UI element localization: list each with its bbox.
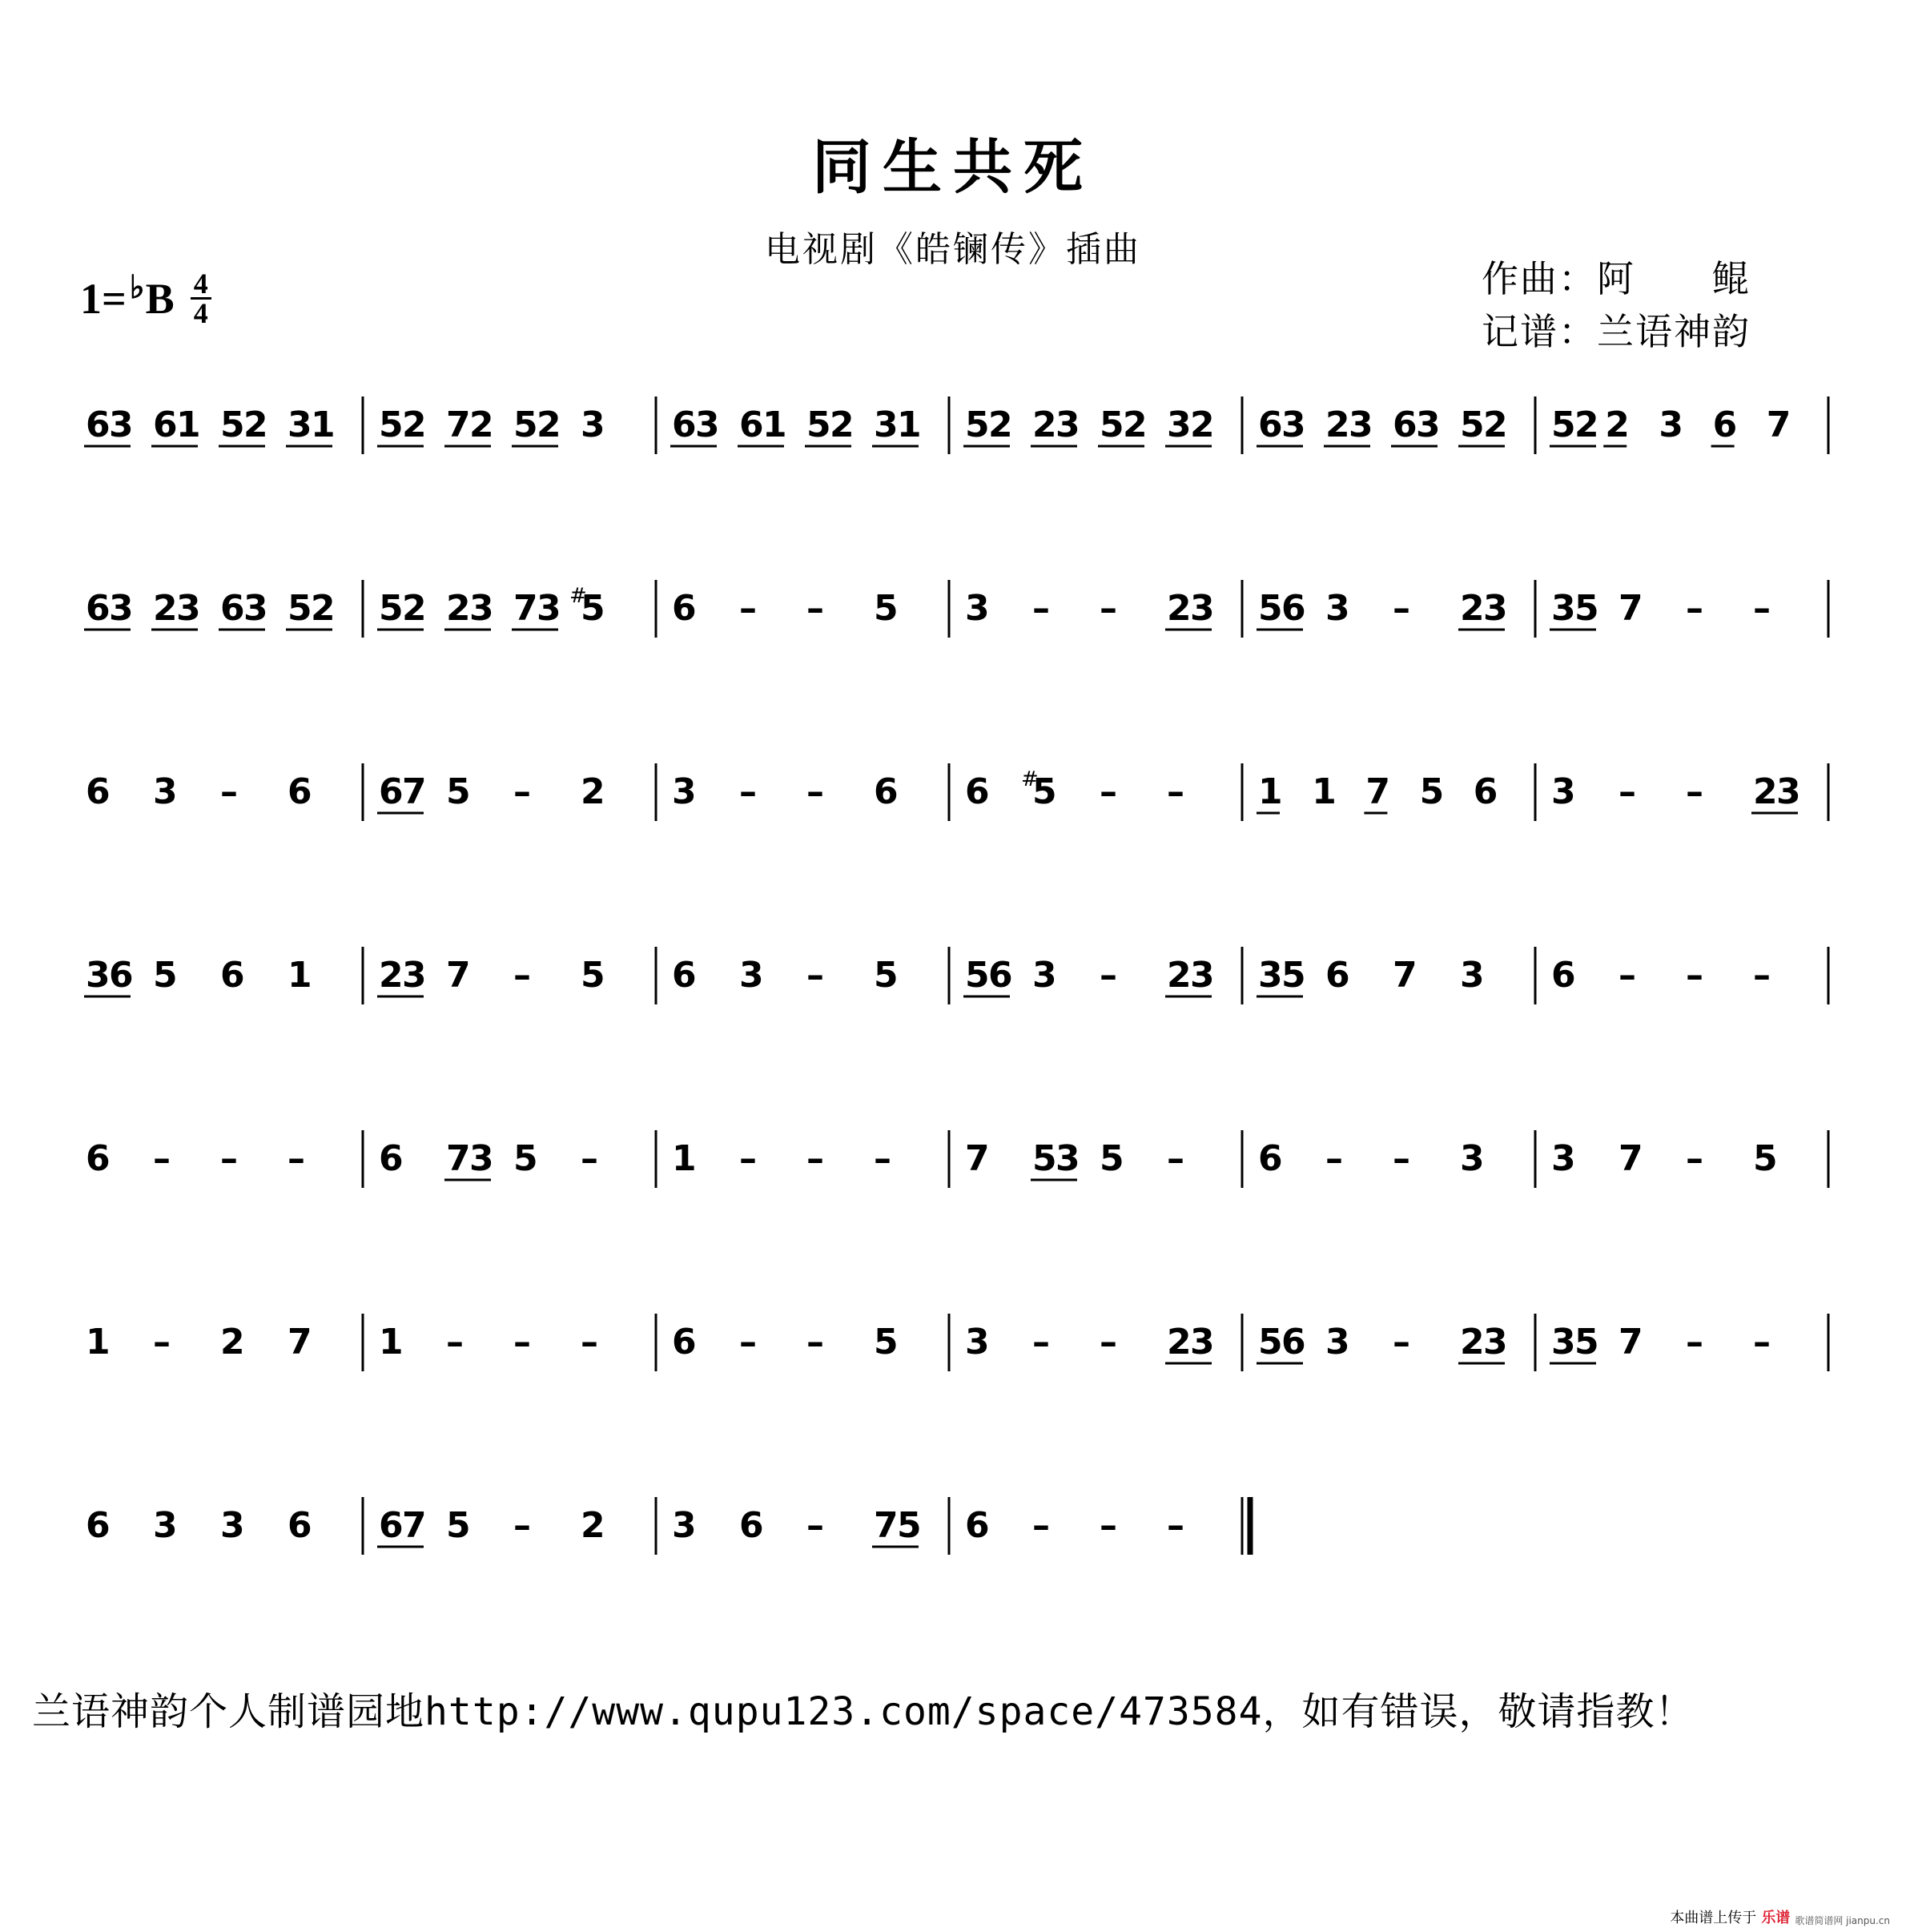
note-digit: 2 — [1167, 588, 1192, 629]
note-digit: 2 — [402, 405, 427, 445]
note-digit: 3 — [672, 771, 697, 812]
rest-dash: – — [1753, 955, 1771, 996]
rest-dash: – — [739, 1138, 757, 1179]
note-digit: 2 — [1123, 405, 1148, 445]
rest-dash: – — [1167, 1505, 1184, 1546]
site-badge[interactable] — [1670, 1906, 1890, 1927]
note-digit: 2 — [220, 1322, 245, 1362]
rest-dash: – — [739, 588, 757, 629]
note-digit: 7 — [1365, 771, 1391, 812]
rest-dash: – — [1753, 1322, 1771, 1362]
meter-top: 4 — [193, 268, 208, 300]
note-digit: 3 — [1056, 1138, 1080, 1179]
note-digit: 5 — [806, 405, 831, 445]
note-digit: 3 — [965, 588, 990, 629]
note-digit: 3 — [1551, 1322, 1576, 1362]
note-digit: 3 — [469, 1138, 494, 1179]
note-digit: 3 — [1776, 771, 1801, 812]
rest-dash: – — [806, 771, 824, 812]
note-digit: 3 — [1659, 405, 1684, 445]
note-digit: 5 — [874, 955, 899, 996]
note-digit: 3 — [874, 405, 899, 445]
note-digit: 2 — [1460, 1322, 1485, 1362]
rest-dash: – — [513, 1505, 531, 1546]
meter-bottom: 4 — [193, 297, 208, 329]
rest-dash: – — [1686, 771, 1703, 812]
note-digit: 5 — [446, 771, 471, 812]
note-digit: 7 — [1618, 1322, 1643, 1362]
note-digit: 6 — [965, 1505, 990, 1546]
note-digit: 6 — [672, 1322, 697, 1362]
note-digit: 5 — [965, 955, 990, 996]
rest-dash: – — [1618, 955, 1636, 996]
note-digit: 5 — [1574, 1322, 1599, 1362]
transcriber-credit: 记谱：兰语神韵 — [1482, 310, 1751, 353]
note-digit: 3 — [1325, 1322, 1350, 1362]
note-digit: 2 — [379, 955, 404, 996]
note-digit: 5 — [874, 1322, 899, 1362]
rest-dash: – — [1325, 1138, 1343, 1179]
note-digit: 3 — [288, 405, 312, 445]
rest-dash: – — [1032, 588, 1050, 629]
note-digit: 2 — [1167, 955, 1192, 996]
note-digit: 6 — [86, 405, 111, 445]
rest-dash: – — [739, 1322, 757, 1362]
rest-dash: – — [1032, 1505, 1050, 1546]
rest-dash: – — [220, 1138, 238, 1179]
rest-dash: – — [153, 1138, 171, 1179]
note-digit: 3 — [581, 405, 605, 445]
note-digit: 3 — [1483, 1322, 1508, 1362]
note-digit: 2 — [1605, 405, 1630, 445]
note-digit: 5 — [1032, 1138, 1057, 1179]
note-digit: 6 — [220, 588, 245, 629]
note-digit: 3 — [1190, 1322, 1215, 1362]
note-digit: 6 — [739, 1505, 764, 1546]
note-digit: 3 — [1551, 771, 1576, 812]
note-digit: 5 — [581, 588, 605, 629]
note-digit: 7 — [874, 1505, 899, 1546]
note-digit: 7 — [402, 1505, 427, 1546]
rest-dash: – — [1167, 1138, 1184, 1179]
note-digit: 3 — [1460, 955, 1485, 996]
note-digit: 6 — [672, 405, 697, 445]
footer-suffix: ，如有错误，敬请指教！ — [1262, 1689, 1695, 1734]
rest-dash: – — [581, 1322, 598, 1362]
note-digit: 1 — [176, 405, 201, 445]
rest-dash: – — [806, 1138, 824, 1179]
sharp-sign: # — [569, 584, 587, 608]
note-digit: 6 — [1325, 955, 1350, 996]
note-digit: 5 — [874, 588, 899, 629]
note-digit: 6 — [672, 588, 697, 629]
note-digit: 6 — [1281, 588, 1306, 629]
note-digit: 6 — [220, 955, 245, 996]
rest-dash: – — [513, 1322, 531, 1362]
note-digit: 2 — [243, 405, 268, 445]
rest-dash: – — [1100, 771, 1117, 812]
note-digit: 2 — [581, 771, 605, 812]
rest-dash: – — [1393, 1138, 1410, 1179]
note-digit: 1 — [672, 1138, 697, 1179]
note-digit: 6 — [288, 1505, 312, 1546]
flat-sign: ♭ — [129, 269, 145, 305]
note-digit: 2 — [830, 405, 854, 445]
sharp-sign: # — [1021, 767, 1039, 791]
note-digit: 2 — [153, 588, 178, 629]
score-title: 同生共死 — [812, 133, 1094, 202]
note-digit: 1 — [897, 405, 922, 445]
rest-dash: – — [1167, 771, 1184, 812]
rest-dash: – — [806, 588, 824, 629]
note-digit: 7 — [1618, 588, 1643, 629]
composer-credit: 作曲：阿 鲲 — [1482, 257, 1751, 300]
rest-dash: – — [806, 1505, 824, 1546]
note-digit: 6 — [1473, 771, 1498, 812]
rest-dash: – — [513, 955, 531, 996]
note-digit: 5 — [1419, 771, 1445, 812]
note-digit: 5 — [897, 1505, 922, 1546]
note-digit: 5 — [288, 588, 312, 629]
rest-dash: – — [1100, 588, 1117, 629]
note-digit: 5 — [220, 405, 245, 445]
note-digit: 5 — [446, 1505, 471, 1546]
rest-dash: – — [739, 771, 757, 812]
rest-dash: – — [153, 1322, 171, 1362]
note-digit: 3 — [1258, 955, 1283, 996]
note-digit: 1 — [1258, 771, 1283, 812]
note-digit: 1 — [311, 405, 336, 445]
badge-text: 本曲谱上传于 — [1670, 1910, 1757, 1926]
rest-dash: – — [874, 1138, 891, 1179]
rest-dash: – — [1686, 1138, 1703, 1179]
note-digit: 6 — [379, 1505, 404, 1546]
note-digit: 3 — [109, 588, 134, 629]
note-digit: 6 — [109, 955, 134, 996]
note-digit: 3 — [153, 1505, 178, 1546]
note-digit: 7 — [1393, 955, 1417, 996]
note-digit: 2 — [581, 1505, 605, 1546]
note-digit: 3 — [965, 1322, 990, 1362]
rest-dash: – — [1100, 1322, 1117, 1362]
note-digit: 2 — [1190, 405, 1215, 445]
note-digit: 3 — [1190, 955, 1215, 996]
footer-prefix: 兰语神韵个人制谱园地 — [32, 1689, 425, 1734]
note-digit: 3 — [537, 588, 561, 629]
note-digit: 2 — [311, 588, 336, 629]
note-digit: 6 — [86, 1138, 111, 1179]
note-digit: 2 — [1167, 1322, 1192, 1362]
note-digit: 7 — [446, 1138, 471, 1179]
note-digit: 5 — [1281, 955, 1306, 996]
note-digit: 6 — [1712, 405, 1738, 445]
note-digit: 1 — [86, 1322, 111, 1362]
note-digit: 3 — [1281, 405, 1306, 445]
note-digit: 3 — [109, 405, 134, 445]
note-digit: 6 — [965, 771, 990, 812]
note-digit: 6 — [153, 405, 178, 445]
note-digit: 3 — [695, 405, 720, 445]
rest-dash: – — [1393, 1322, 1410, 1362]
rest-dash: – — [1100, 955, 1117, 996]
note-digit: 2 — [988, 405, 1013, 445]
rest-dash: – — [1393, 588, 1410, 629]
note-digit: 5 — [379, 405, 404, 445]
score-subtitle: 电视剧《皓镧传》插曲 — [765, 229, 1141, 270]
note-digit: 2 — [1460, 588, 1485, 629]
rest-dash: – — [1753, 588, 1771, 629]
rest-dash: – — [1686, 588, 1703, 629]
rest-dash: – — [446, 1322, 464, 1362]
note-digit: 7 — [402, 771, 427, 812]
note-digit: 6 — [1258, 1138, 1283, 1179]
note-digit: 1 — [1312, 771, 1337, 812]
note-digit: 6 — [1551, 955, 1576, 996]
note-digit: 5 — [513, 405, 538, 445]
note-digit: 5 — [1258, 588, 1283, 629]
note-digit: 5 — [379, 588, 404, 629]
note-digit: 5 — [1100, 1138, 1124, 1179]
rest-dash: – — [1618, 771, 1636, 812]
footer-url-link[interactable]: http://www.qupu123.com/space/473584 — [424, 1689, 1263, 1734]
note-digit: 6 — [739, 405, 764, 445]
note-digit: 2 — [1753, 771, 1778, 812]
note-digit: 3 — [1416, 405, 1441, 445]
note-digit: 6 — [1281, 1322, 1306, 1362]
note-digit: 3 — [1032, 955, 1057, 996]
note-digit: 3 — [220, 1505, 245, 1546]
footer-note — [32, 1680, 1890, 1736]
site-logo-icon: 乐谱 — [1761, 1910, 1791, 1926]
note-digit: 5 — [581, 955, 605, 996]
note-digit: 3 — [1167, 405, 1192, 445]
note-digit: 2 — [537, 405, 561, 445]
note-digit: 5 — [153, 955, 178, 996]
note-digit: 5 — [1100, 405, 1124, 445]
note-digit: 2 — [446, 588, 471, 629]
note-digit: 3 — [1551, 588, 1576, 629]
note-digit: 3 — [86, 955, 111, 996]
note-digit: 6 — [379, 771, 404, 812]
note-digit: 7 — [1618, 1138, 1643, 1179]
rest-dash: – — [1032, 1322, 1050, 1362]
note-digit: 6 — [86, 588, 111, 629]
note-digit: 3 — [1551, 1138, 1576, 1179]
note-digit: 2 — [402, 588, 427, 629]
note-digit: 7 — [965, 1138, 990, 1179]
note-digit: 6 — [1258, 405, 1283, 445]
rest-dash: – — [1686, 955, 1703, 996]
note-digit: 1 — [762, 405, 787, 445]
key-tonic: 1= — [80, 274, 127, 323]
note-digit: 3 — [243, 588, 268, 629]
rest-dash: – — [581, 1138, 598, 1179]
note-digit: 5 — [1258, 1322, 1283, 1362]
note-digit: 3 — [153, 771, 178, 812]
rest-dash: – — [220, 771, 238, 812]
note-digit: 3 — [402, 955, 427, 996]
note-digit: 6 — [86, 1505, 111, 1546]
note-digit: 3 — [469, 588, 494, 629]
badge-site: 歌谱简谱网 jianpu.cn — [1795, 1915, 1890, 1926]
note-digit: 6 — [988, 955, 1013, 996]
note-digit: 3 — [1325, 588, 1350, 629]
note-digit: 6 — [86, 771, 111, 812]
note-digit: 5 — [1753, 1138, 1778, 1179]
note-digit: 3 — [1483, 588, 1508, 629]
note-digit: 2 — [1032, 405, 1057, 445]
note-digit: 3 — [672, 1505, 697, 1546]
rest-dash: – — [806, 955, 824, 996]
note-digit: 7 — [288, 1322, 312, 1362]
note-digit: 2 — [1325, 405, 1350, 445]
note-digit: 1 — [288, 955, 312, 996]
note-digit: 6 — [1393, 405, 1417, 445]
note-digit: 7 — [446, 955, 471, 996]
note-digit: 2 — [1483, 405, 1508, 445]
note-digit: 3 — [1460, 1138, 1485, 1179]
note-digit: 3 — [176, 588, 201, 629]
note-digit: 5 — [513, 1138, 538, 1179]
note-digit: 6 — [379, 1138, 404, 1179]
note-digit: 2 — [1574, 405, 1599, 445]
note-digit: 3 — [1349, 405, 1373, 445]
note-digit: 7 — [446, 405, 471, 445]
rest-dash: – — [1686, 1322, 1703, 1362]
rest-dash: – — [1100, 1505, 1117, 1546]
note-digit: 6 — [672, 955, 697, 996]
note-digit: 5 — [1032, 771, 1057, 812]
note-digit: 3 — [1056, 405, 1080, 445]
note-digit: 1 — [379, 1322, 404, 1362]
note-digit: 5 — [965, 405, 990, 445]
key-note: B — [145, 274, 175, 323]
note-digit: 6 — [874, 771, 899, 812]
rest-dash: – — [806, 1322, 824, 1362]
note-digit: 6 — [288, 771, 312, 812]
rest-dash: – — [513, 771, 531, 812]
rest-dash: – — [288, 1138, 305, 1179]
note-digit: 5 — [1574, 588, 1599, 629]
note-digit: 3 — [1190, 588, 1215, 629]
note-digit: 7 — [1766, 405, 1791, 445]
note-digit: 5 — [1460, 405, 1485, 445]
note-digit: 5 — [1551, 405, 1576, 445]
note-digit: 7 — [513, 588, 538, 629]
note-digit: 3 — [739, 955, 764, 996]
note-digit: 2 — [469, 405, 494, 445]
